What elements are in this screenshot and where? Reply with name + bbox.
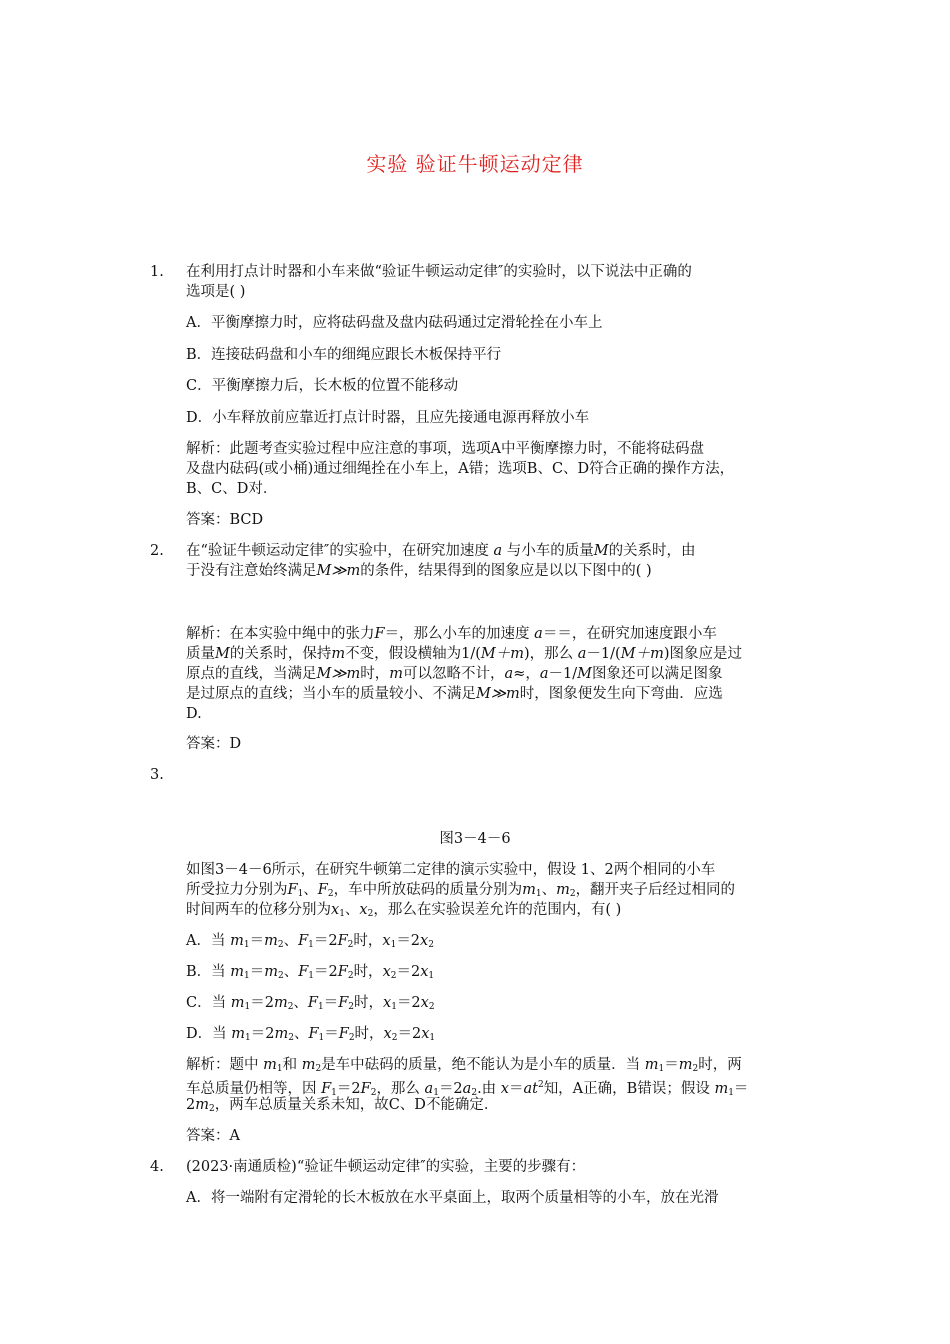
question-stem-line: (2023·南通质检)“验证牛顿运动定律″的实验，主要的步骤有： <box>186 1159 586 1175</box>
option-c: C．平衡摩擦力后，长木板的位置不能移动 <box>186 378 459 394</box>
answer: 答案：BCD <box>186 512 264 528</box>
option-d: D．小车释放前应靠近打点计时器，且应先接通电源再释放小车 <box>186 410 590 426</box>
analysis-line: 原点的直线，当满足M≫m时，m可以忽略不计，a≈，a－1/M图象还可以满足图象 <box>186 666 723 682</box>
figure-caption: 图3－4－6 <box>439 831 511 847</box>
question-stem-line: 选项是( ) <box>186 284 246 300</box>
analysis-line: 是过原点的直线；当小车的质量较小、不满足M≫m时，图象便发生向下弯曲．应选 <box>186 686 723 702</box>
analysis-line: 及盘内砝码(或小桶)通过细绳拴在小车上，A错；选项B、C、D符合正确的操作方法， <box>186 461 735 477</box>
analysis-line: B、C、D对． <box>186 481 278 497</box>
option-d: D．当 $m_1=2m_2$、$F_1=F_2$时，$x_2=2x_1$ <box>186 1026 436 1043</box>
option-b: B．连接砝码盘和小车的细绳应跟长木板保持平行 <box>186 347 502 363</box>
analysis-line: 质量M的关系时，保持m不变，假设横轴为1/(M＋m)，那么 a－1/(M＋m)图象应是过 <box>186 646 742 662</box>
question-stem-line: 在利用打点计时器和小车来做“验证牛顿运动定律″的实验时，以下说法中正确的 <box>186 264 692 280</box>
question-stem-line: 于没有注意始终满足M≫m的条件，结果得到的图象应是以以下图中的( ) <box>186 563 652 579</box>
analysis-line: D. <box>186 706 202 722</box>
analysis-line: 解析：在本实验中绳中的张力F＝，那么小车的加速度 a＝＝，在研究加速度跟小车 <box>186 626 717 642</box>
question-stem-line: 所受拉力分别为$F_1$、$F_2$，车中所放砝码的质量分别为$m_1$、$m_2$，翻开夹子后经过相同的 <box>186 882 736 899</box>
option-c: C．当 $m_1=2m_2$、$F_1=F_2$时，$x_1=2x_2$ <box>186 995 435 1012</box>
question-number: 4. <box>150 1159 164 1175</box>
answer: 答案：D <box>186 736 242 752</box>
option-a: A．平衡摩擦力时，应将砝码盘及盘内砝码通过定滑轮拴在小车上 <box>186 315 603 331</box>
option-a: A．将一端附有定滑轮的长木板放在水平桌面上，取两个质量相等的小车，放在光滑 <box>186 1190 719 1206</box>
analysis-line: 解析：此题考查实验过程中应注意的事项，选项A中平衡摩擦力时，不能将砝码盘 <box>186 441 704 457</box>
question-number: 1. <box>150 264 164 280</box>
option-b: B．当 $m_1=m_2$、$F_1=2F_2$时，$x_2=2x_1$ <box>186 964 435 981</box>
question-number: 2. <box>150 543 164 559</box>
option-a: A．当 $m_1=m_2$、$F_1=2F_2$时，$x_1=2x_2$ <box>186 933 434 950</box>
question-number: 3. <box>150 767 164 783</box>
page-title: 实验 验证牛顿运动定律 <box>366 152 584 176</box>
question-stem-line: 如图3－4－6所示，在研究牛顿第二定律的演示实验中，假设 1、2两个相同的小车 <box>186 862 716 878</box>
analysis-line: 解析：题中 $m_1$和 $m_2$是车中砝码的质量，绝不能认为是小车的质量．当 $m_1=m_2$时，两 <box>186 1057 742 1074</box>
question-stem-line: 在“验证牛顿运动定律″的实验中，在研究加速度 a 与小车的质量M的关系时，由 <box>186 543 696 559</box>
analysis-line: 车总质量仍相等，因 $F_1=2F_2$，那么 $a_1=2a_2$.由 $x=at^2$知，A正确，B错误；假设 $m_1=$ <box>186 1080 749 1098</box>
answer: 答案：A <box>186 1128 240 1144</box>
analysis-line: $2m_2$，两车总质量关系未知，故C、D不能确定． <box>186 1097 499 1114</box>
question-stem-line: 时间两车的位移分别为$x_1$、$x_2$，那么在实验误差允许的范围内，有( ) <box>186 902 622 919</box>
